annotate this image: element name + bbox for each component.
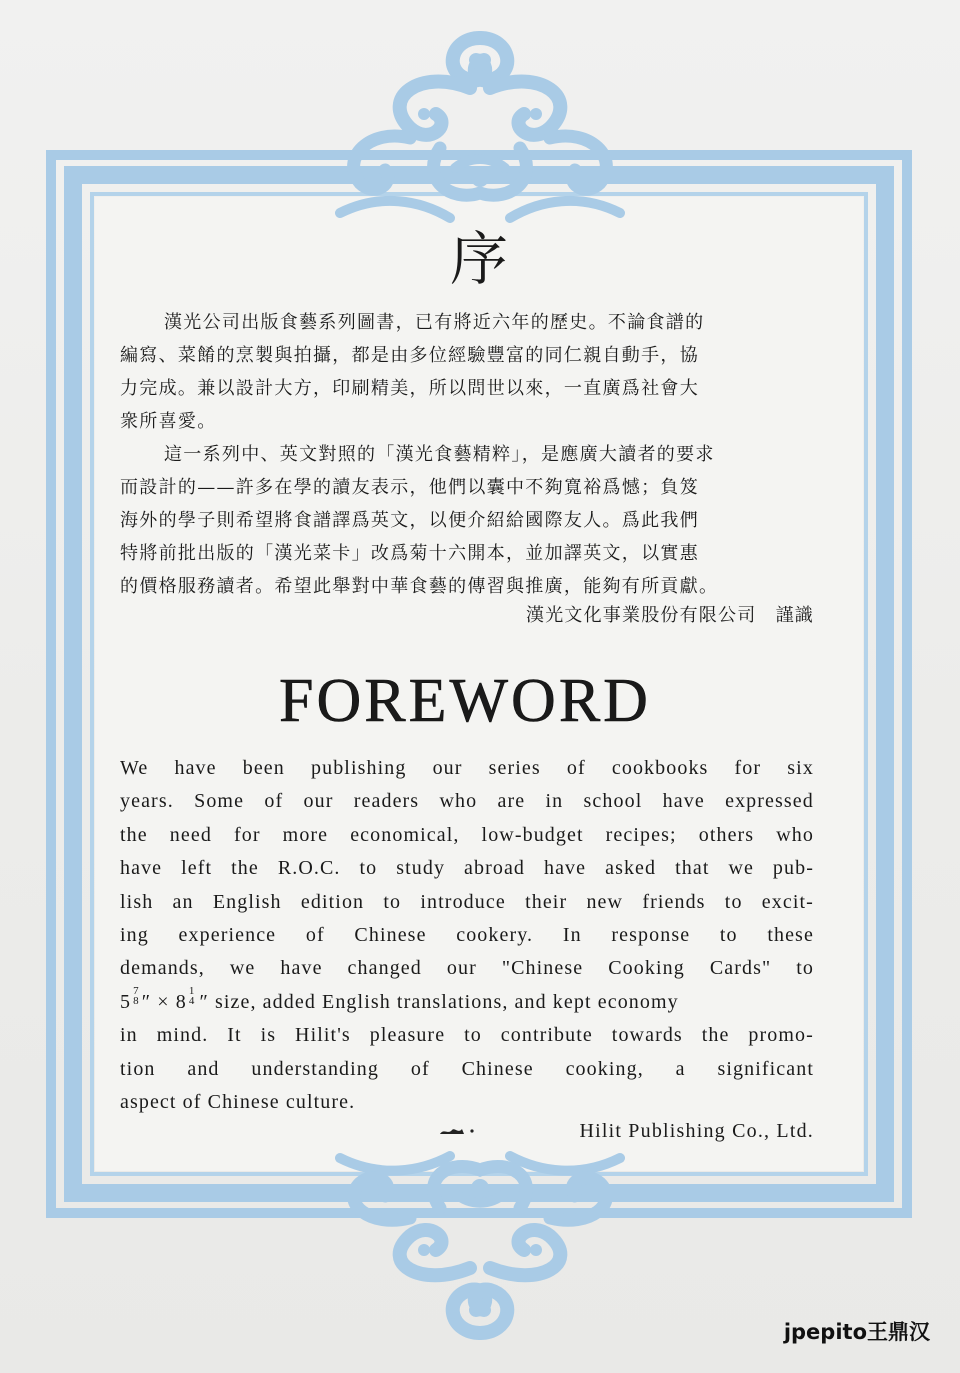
english-line [120,952,814,985]
chinese-line: 編寫、菜餚的烹製與拍攝，都是由多位經驗豐富的同仁親自動手，協 [120,345,699,366]
english-word: that [675,857,710,880]
english-word: to [719,924,738,947]
english-word: have [120,857,163,880]
english-word: understanding [251,1057,380,1080]
ink-smudge [438,1126,478,1136]
english-word: in [120,1024,138,1047]
english-word: excit- [761,890,814,913]
english-line [120,919,814,952]
size-height-fraction [189,986,196,1019]
english-line [120,852,814,885]
english-word: publishing [311,757,407,779]
chinese-line: 漢光公司出版食藝系列圖書，已有將近六年的歷史。不論食譜的 [164,312,705,333]
english-word: Cards" [709,957,772,980]
english-word: Some [194,790,245,813]
english-word: It [227,1024,242,1047]
english-word: we [229,957,256,980]
english-word: R.O.C. [277,857,341,880]
english-word: "Chinese [501,957,584,980]
size-times: ″ × 8 [141,990,187,1013]
english-word: are [497,790,526,813]
chinese-line: 力完成。兼以設計大方，印刷精美，所以問世以來，一直廣爲社會大 [120,378,699,399]
english-word: have [280,957,323,980]
english-word: edition [300,890,365,913]
size-width-whole: 5 [120,990,132,1013]
english-word: lish [120,890,154,913]
english-word: for [734,757,762,779]
english-word: the [701,1024,730,1047]
english-word: the [231,857,259,880]
size-rest: ″ size, added English translations, and kept economy [199,990,679,1013]
english-word: cookbooks [611,757,709,779]
english-word: Hilit's [295,1024,351,1047]
english-word: significant [717,1057,814,1080]
chinese-paragraph-1 [120,306,814,438]
english-word: abroad [464,857,526,880]
english-word: we [728,857,754,880]
chinese-title: 序 [449,225,510,293]
english-word: readers [353,790,420,813]
english-word: school [583,790,643,813]
english-word: Chinese [461,1057,534,1080]
fraction-numerator: 7 [133,984,140,997]
english-word: six [787,757,814,779]
english-word: Cooking [608,957,685,980]
english-word: more [282,823,329,846]
bottom-scroll-ornament [320,1148,640,1343]
english-word: study [396,857,446,880]
english-word: pub- [772,857,814,880]
english-word: Chinese [354,924,427,947]
english-word: demands, [120,957,205,980]
chinese-line: 衆所喜愛。 [120,411,217,432]
english-word: introduce [420,890,506,913]
english-word: our [432,757,463,779]
english-word: to [796,957,814,980]
english-word: years. [120,790,174,813]
english-word: tion [120,1057,156,1080]
chinese-signature: 漢光文化事業股份有限公司 謹識 [526,605,814,626]
english-word: the [120,823,148,846]
english-word: to [359,857,378,880]
english-line [120,886,814,919]
chinese-paragraph-2 [120,438,814,603]
chinese-line: 這一系列中、英文對照的「漢光食藝精粹」，是應廣大讀者的要求 [164,444,715,465]
english-word: need [169,823,212,846]
english-word: of [264,790,284,813]
english-line [120,785,814,818]
english-word: contribute [500,1024,593,1047]
english-word: an [172,890,194,913]
english-word: experience [178,924,277,947]
english-line [120,819,814,852]
english-word: others [698,823,755,846]
english-word: who [776,823,814,846]
english-word: these [767,924,814,947]
english-word: We [120,757,149,779]
fraction-denominator: 8 [133,994,140,1007]
chinese-line: 而設計的——許多在學的讀友表示，他們以囊中不夠寬裕爲憾；負笈 [120,477,699,498]
english-word: in [545,790,564,813]
english-word: In [562,924,582,947]
english-word: have [662,790,705,813]
english-word: expressed [725,790,814,813]
watermark-credit: jpepito王鼎汉 [783,1320,930,1344]
english-word: have [543,857,587,880]
english-word: cookery. [456,924,534,947]
fraction-numerator: 1 [188,984,196,997]
english-word: promo- [748,1024,814,1047]
english-word: left [181,857,213,880]
chinese-line: 海外的學子則希望將食譜譯爲英文，以便介紹給國際友人。爲此我們 [120,510,699,531]
english-word: response [611,924,691,947]
english-word: ing [120,924,149,947]
top-scroll-ornament [320,28,640,228]
english-word: changed [347,957,422,980]
english-word: English [212,890,282,913]
english-word: who [439,790,478,813]
english-word: been [242,757,285,779]
english-word: to [724,890,743,913]
size-width-fraction [133,986,140,1019]
english-word: have [174,757,217,779]
english-word: series [488,757,541,779]
english-line-size [120,986,814,1019]
english-line [120,1053,814,1086]
english-word: to [464,1024,482,1047]
english-word: of [410,1057,430,1080]
english-word: to [383,890,402,913]
english-word: asked [605,857,657,880]
english-word: of [566,757,586,779]
english-word: towards [611,1024,683,1047]
english-word: new [586,890,624,913]
english-word: recipes; [605,823,677,846]
english-word: mind. [156,1024,209,1047]
english-signature: Hilit Publishing Co., Ltd. [579,1120,814,1142]
english-word: cooking, [565,1057,644,1080]
chinese-line: 特將前批出版的「漢光菜卡」改爲菊十六開本，並加譯英文，以實惠 [120,543,699,564]
english-word: our [446,957,477,980]
english-word: and [187,1057,220,1080]
english-word: economical, [350,823,460,846]
english-word: our [303,790,334,813]
english-paragraph [120,752,814,1119]
english-line [120,752,814,785]
english-word: is [260,1024,277,1047]
chinese-line: 的價格服務讀者。希望此舉對中華食藝的傳習與推廣，能夠有所貢獻。 [120,576,719,597]
english-line-last: aspect of Chinese culture. [120,1091,356,1114]
english-word: for [233,823,261,846]
english-word: a [675,1057,686,1080]
english-word: of [305,924,325,947]
english-title: FOREWORD [279,667,651,735]
english-line [120,1019,814,1052]
english-word: low-budget [481,823,584,846]
english-word: pleasure [369,1024,446,1047]
english-word: friends [642,890,706,913]
english-word: their [525,890,568,913]
fraction-denominator: 4 [188,994,196,1007]
